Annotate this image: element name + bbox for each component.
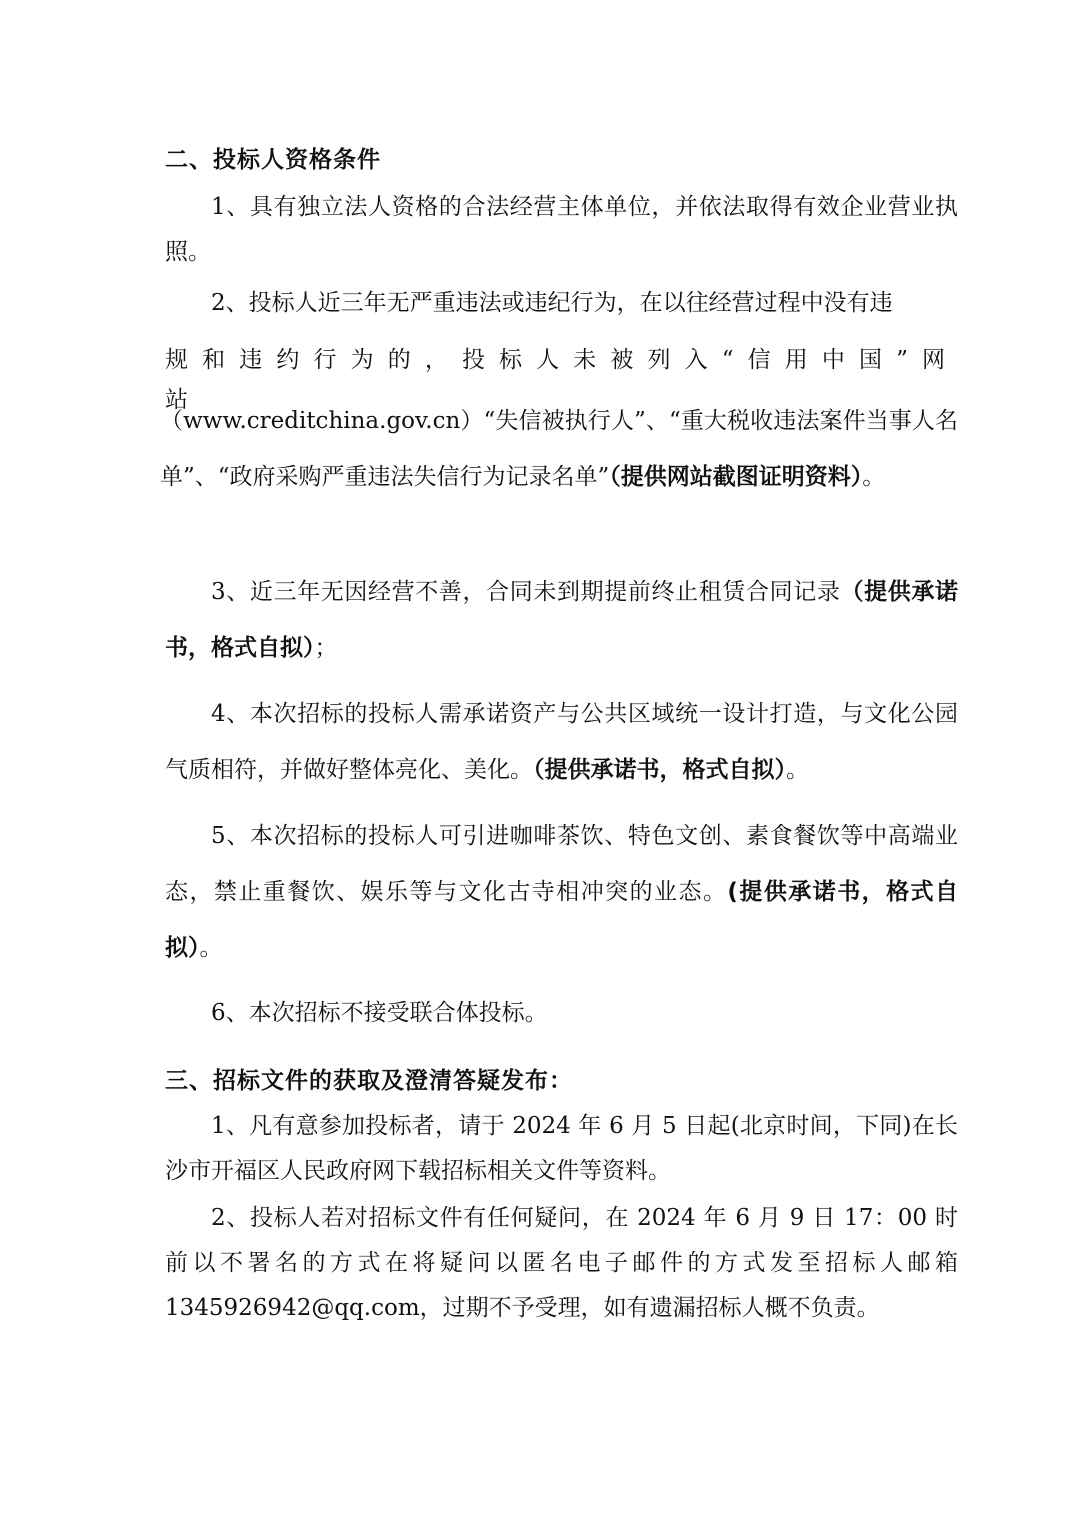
item-text: 1、凡有意参加投标者，请于 2024 年 6 月 5 日起(北京时间，下同)在长沙市开福区人民政府网下载招标相关文件等资料。 — [165, 1113, 958, 1184]
item-emphasis: （提供承诺书，格式自拟） — [165, 579, 958, 661]
item-line-1 — [165, 283, 958, 323]
item-text: 3、近三年无因经营不善，合同未到期提前终止租赁合同记录 — [211, 579, 841, 605]
item-text: 规和违约行为的，投标人未被列入“信用中国”网站 — [165, 347, 958, 413]
qualification-item-5 — [165, 808, 958, 976]
qualification-item-1 — [165, 185, 958, 275]
item-text: （www.creditchina.gov.cn）“失信被执行人”、“重大税收违法案件当事人名单”、“政府采购严重违法失信行为记录名单” — [160, 408, 958, 490]
item-emphasis: （提供网站截图证明资料） — [609, 464, 863, 490]
item-tail: 。 — [199, 935, 223, 961]
item-text: 5、本次招标的投标人可引进咖啡茶饮、特色文创、素食餐饮等中高端业态，禁止重餐饮、娱乐等与文化古寺相冲突的业态。 — [165, 823, 958, 905]
document-item-1 — [165, 1104, 958, 1194]
qualification-item-4 — [165, 686, 958, 798]
item-line-3 — [160, 393, 958, 505]
document-item-2 — [165, 1196, 958, 1331]
item-text: 2、投标人近三年无严重违法或违纪行为，在以往经营过程中没有违 — [211, 290, 893, 316]
item-text: 1、具有独立法人资格的合法经营主体单位，并依法取得有效企业营业执照。 — [165, 194, 958, 265]
item-text: 4、本次招标的投标人需承诺资产与公共区域统一设计打造，与文化公园气质相符，并做好整体亮化、美化。 — [165, 701, 958, 783]
section-heading-documents: 三、招标文件的获取及澄清答疑发布： — [165, 1068, 573, 1094]
item-emphasis: （提供承诺书，格式自拟） — [533, 757, 786, 783]
item-text: 2、投标人若对招标文件有任何疑问，在 2024 年 6 月 9 日 17：00 时前以不署名的方式在将疑问以匿名电子邮件的方式发至招标人邮箱 1345926942@qq.com，过期不予受理，如有遗漏招标人概不负责。 — [165, 1205, 958, 1321]
qualification-item-6 — [165, 985, 958, 1041]
item-tail: 。 — [862, 464, 886, 490]
section-heading-qualifications: 二、投标人资格条件 — [165, 147, 381, 173]
item-emphasis: (提供承诺书，格式自拟） — [165, 879, 959, 961]
item-tail: 。 — [786, 757, 809, 783]
item-text: 6、本次招标不接受联合体投标。 — [211, 1000, 548, 1026]
item-tail: ； — [314, 635, 338, 661]
qualification-item-3 — [165, 564, 958, 676]
